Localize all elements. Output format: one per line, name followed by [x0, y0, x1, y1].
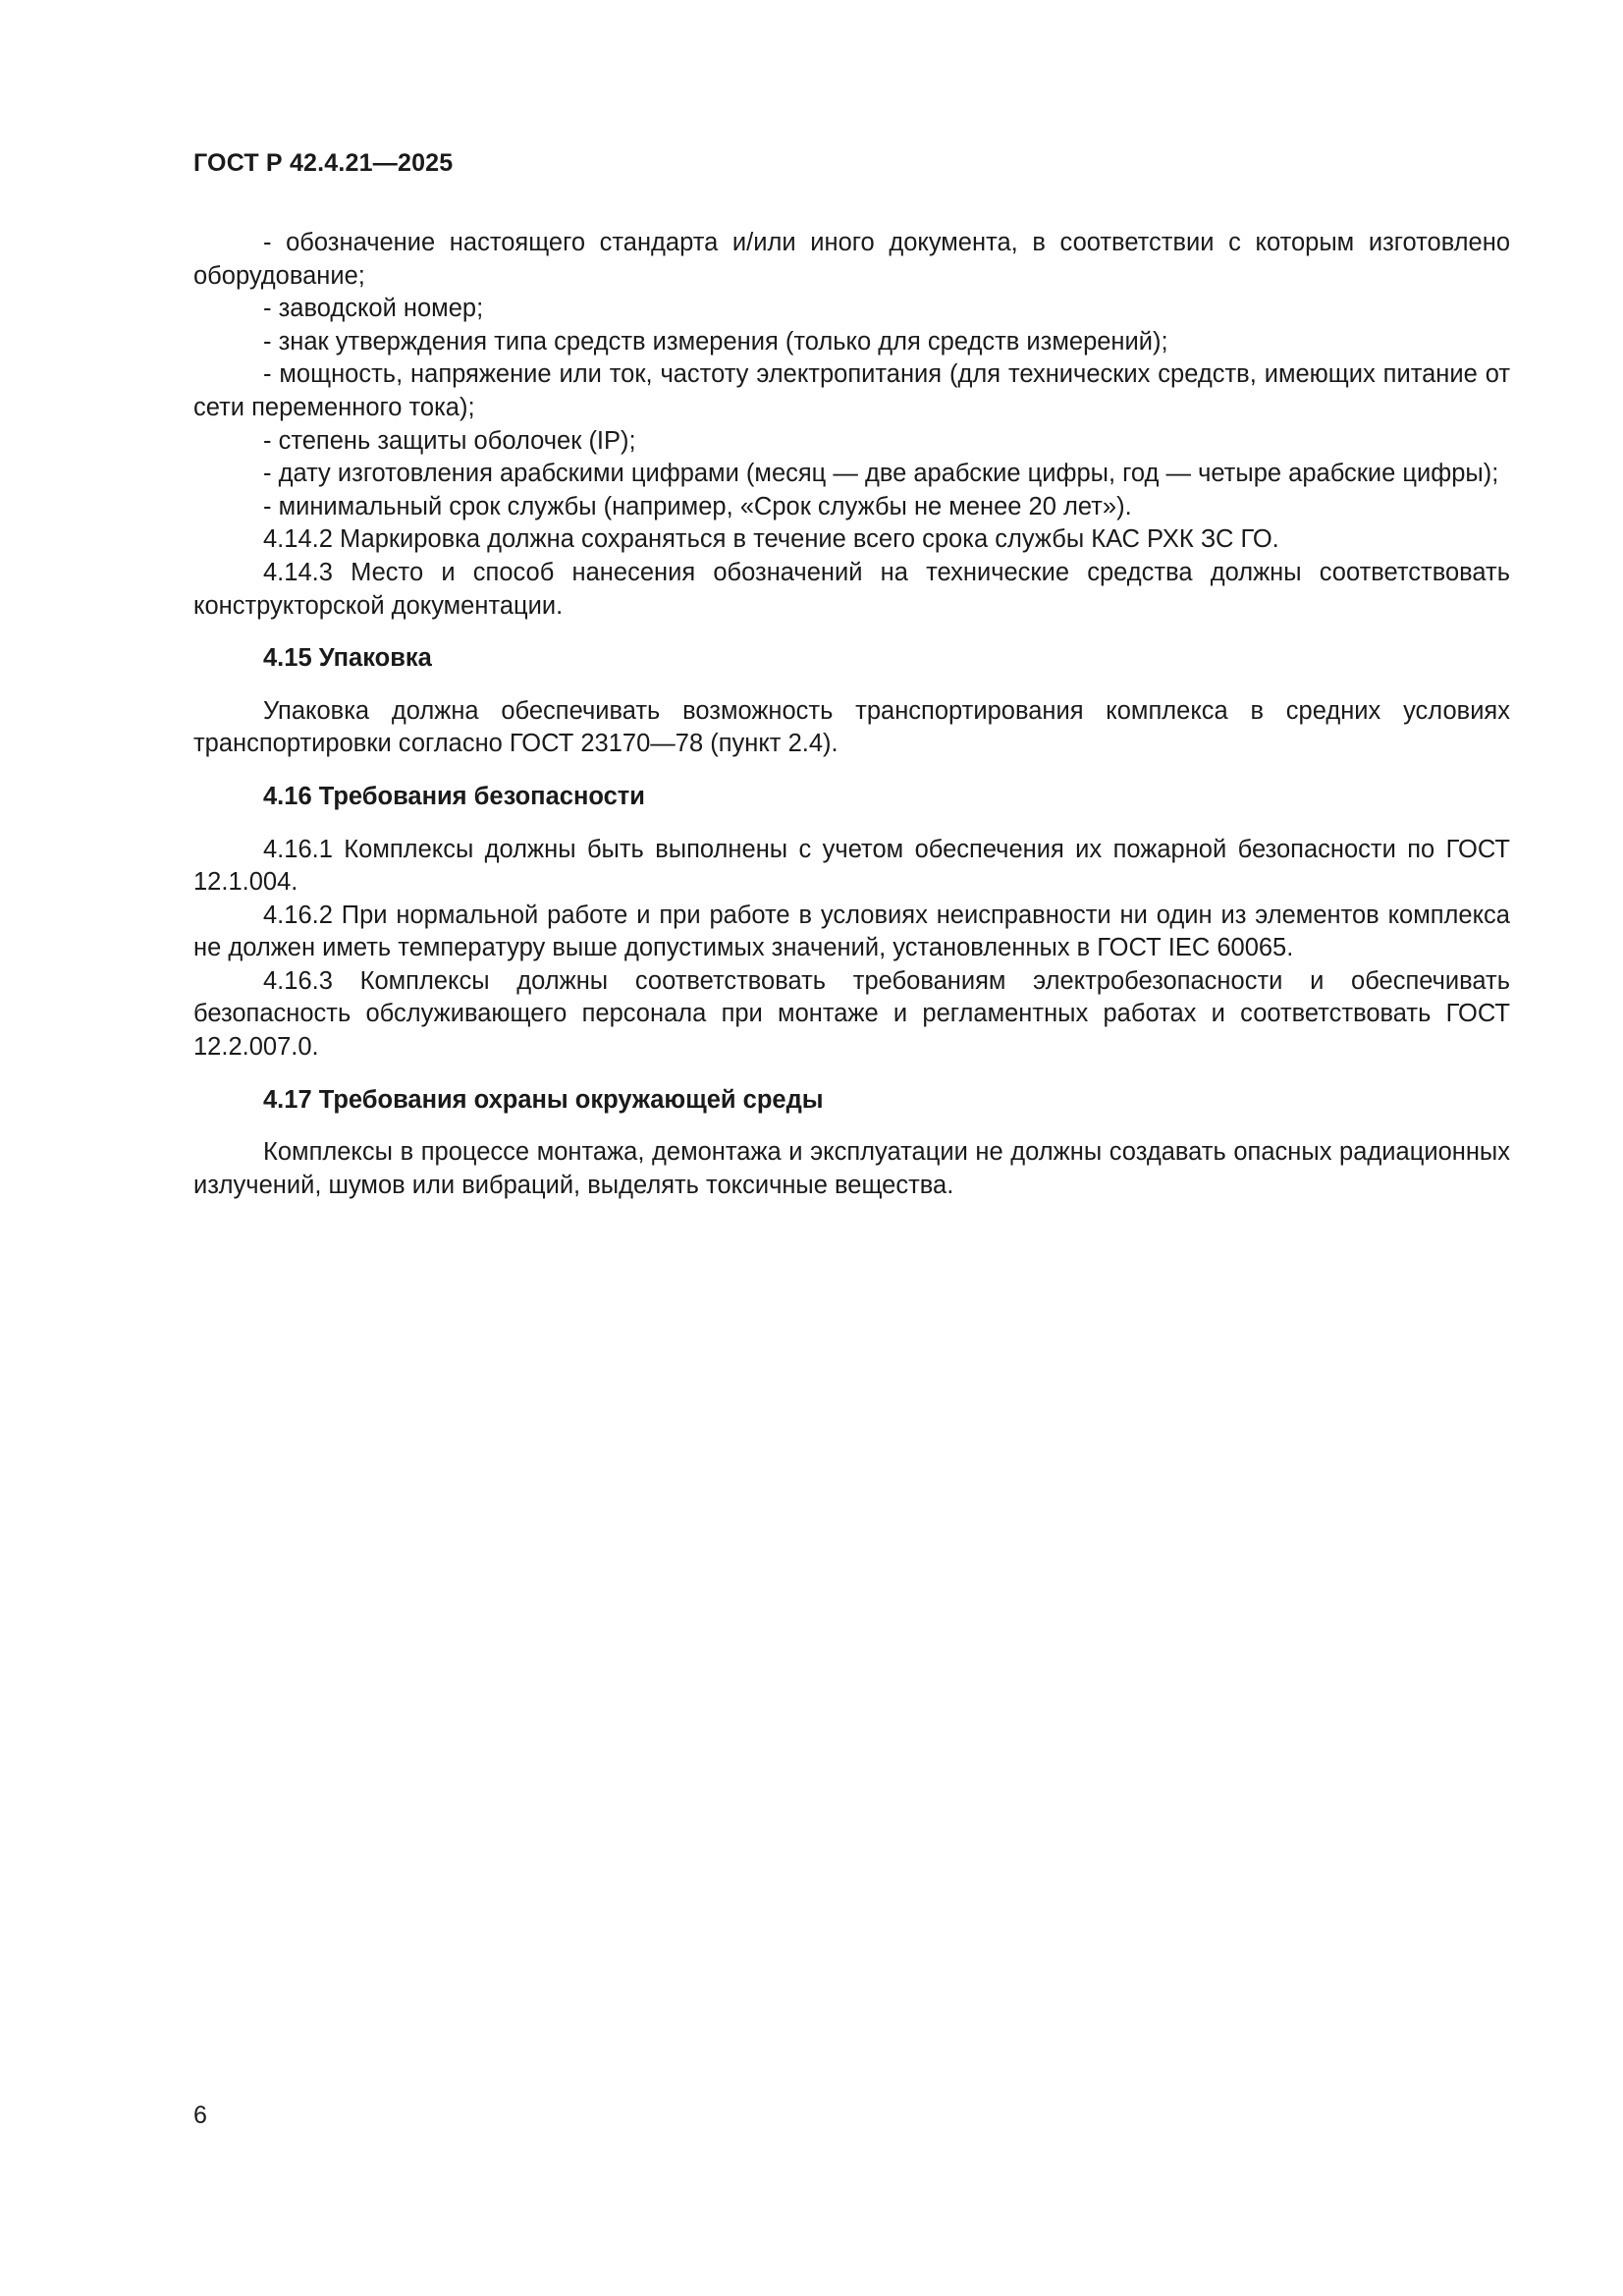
paragraph-4-14-2: 4.14.2 Маркировка должна сохраняться в течение всего срока службы КАС РХК ЗС ГО. [263, 525, 1279, 554]
paragraph-4-15: Упаковка должна обеспечивать возможность транспортирования комплекса в средних условиях транспортировки согласно ГОСТ 23170—78 (пункт 2.4). [193, 696, 1510, 758]
list-item-power: - мощность, напряжение или ток, частоту электропитания (для технических средств, имеющих питание от сети переменного тока); [193, 360, 1510, 421]
paragraph-4-16-1: 4.16.1 Комплексы должны быть выполнены с учетом обеспечения их пожарной безопасности по ГОСТ 12.1.004. [193, 835, 1510, 897]
list-item-type-approval: - знак утверждения типа средств измерения (только для средств измерений); [263, 327, 1168, 355]
paragraph-4-17: Комплексы в процессе монтажа, демонтажа и эксплуатации не должны создавать опасных радиационных излучений, шумов или вибраций, выделять токсичные вещества. [193, 1138, 1510, 1199]
list-item-ip-rating: - степень защиты оболочек (IP); [263, 426, 636, 455]
paragraph-4-16-3: 4.16.3 Комплексы должны соответствовать требованиям электробезопасности и обеспечивать безопасность обслуживающего персонала при монтаже и регламентных работах и соответствовать ГОСТ 12.2.007.0. [193, 966, 1510, 1062]
paragraph-4-16-2: 4.16.2 При нормальной работе и при работе в условиях неисправности ни один из элементов комплекса не должен иметь температуру выше допустимых значений, установленных в ГОСТ IEC 60065. [193, 901, 1510, 962]
list-item-manufacture-date: - дату изготовления арабскими цифрами (месяц — две арабские цифры, год — четыре арабские цифры); [263, 460, 1499, 488]
section-heading-4-16: 4.16 Требования безопасности [263, 782, 645, 810]
document-header: ГОСТ Р 42.4.21—2025 [193, 149, 454, 177]
page-number: 6 [193, 2102, 207, 2129]
document-body [193, 227, 1510, 1202]
list-item-serial-number: - заводской номер; [263, 295, 484, 323]
list-item-designation: - обозначение настоящего стандарта и/или иного документа, в соответствии с которым изготовлено оборудование; [193, 229, 1510, 290]
paragraph-4-14-3: 4.14.3 Место и способ нанесения обозначений на технические средства должны соответствовать конструкторской документации. [193, 558, 1510, 620]
section-heading-4-17: 4.17 Требования охраны окружающей среды [263, 1085, 824, 1114]
section-heading-4-15: 4.15 Упаковка [263, 644, 432, 673]
list-item-service-life: - минимальный срок службы (например, «Срок службы не менее 20 лет»). [263, 492, 1132, 520]
